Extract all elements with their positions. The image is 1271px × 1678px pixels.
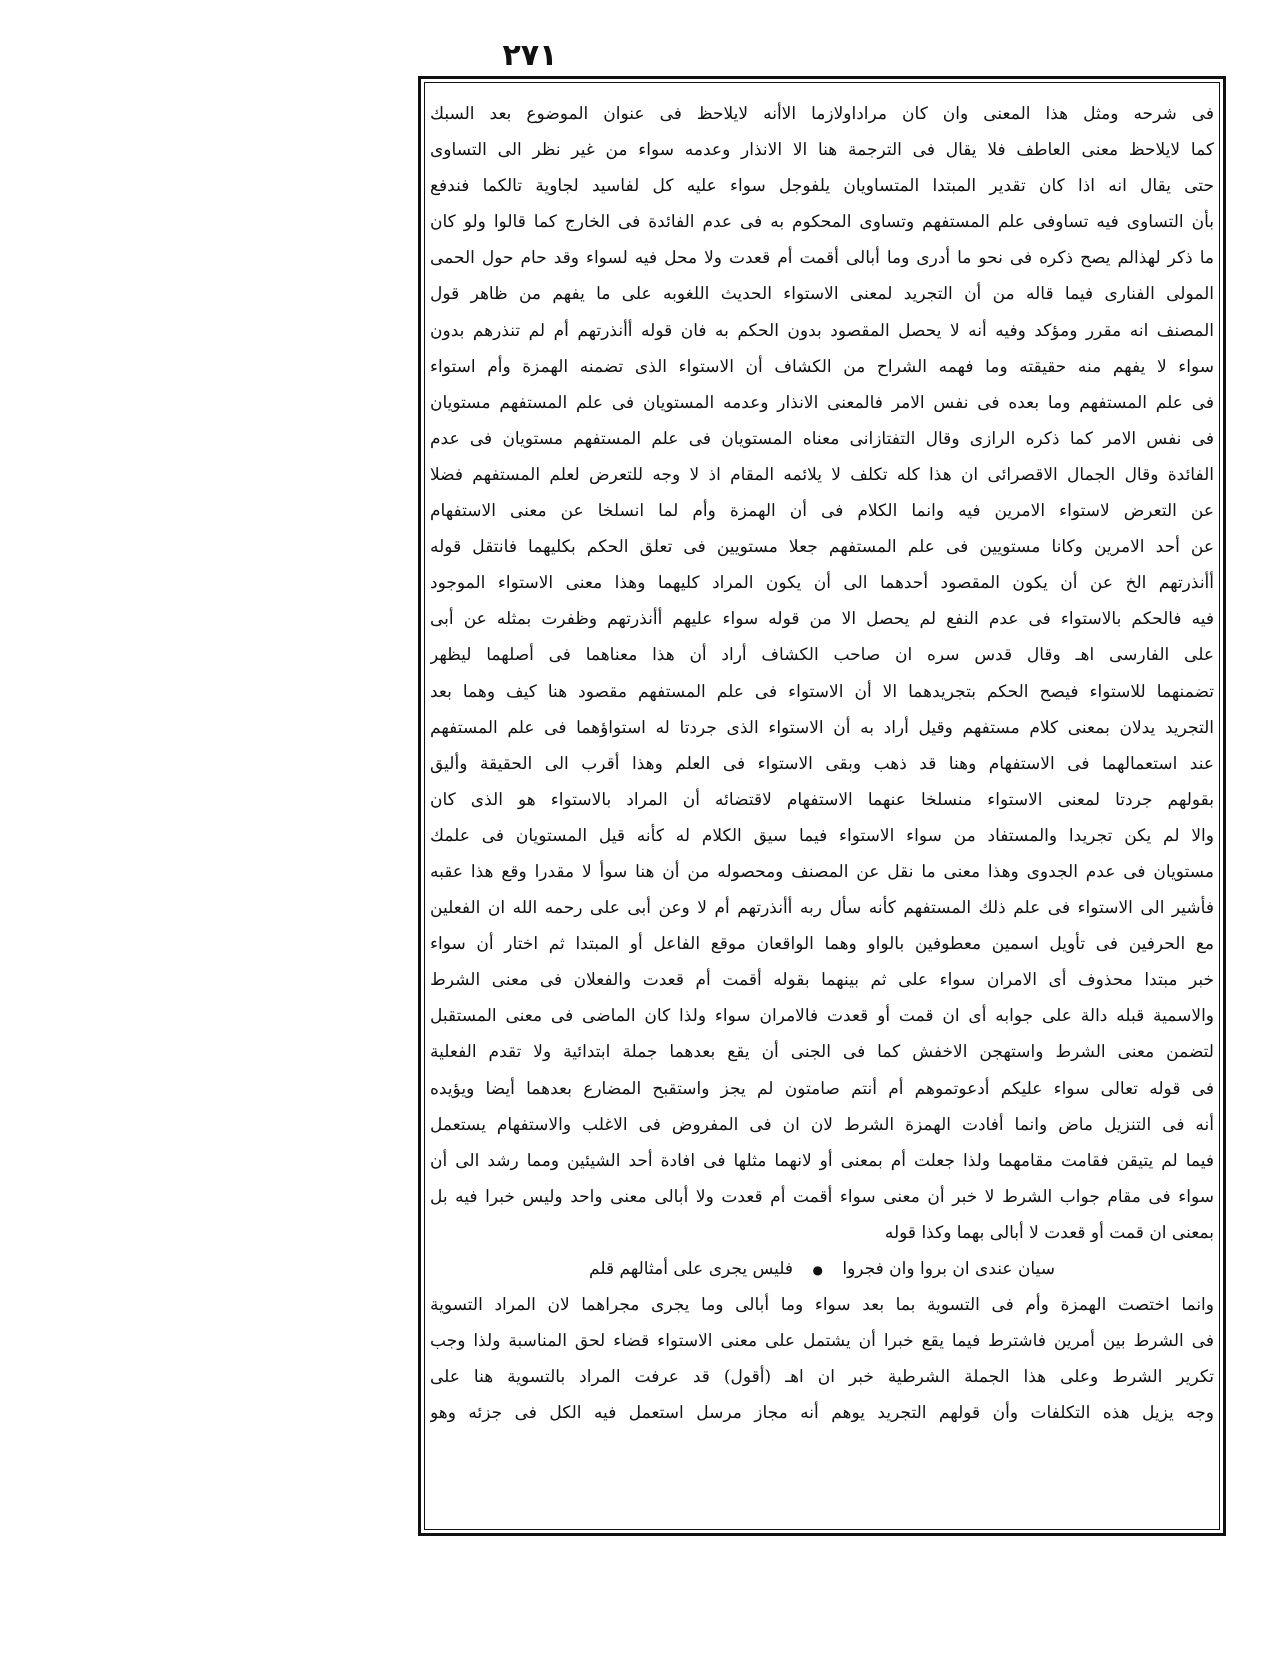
text-line: مع الحرفين فى تأويل اسمين معطوفين بالواو وهما الواقعان موقع الفاعل أو المبتدا ثم اختار أن سواء <box>430 934 1214 955</box>
text-line: والا لم يكن تجريدا والمستفاد من سواء الاستواء فيما سيق الكلام له كأنه قيل المستويان فى علمك <box>430 825 1214 846</box>
text-line: فيه فالحكم بالاستواء فى عدم النفع لم يحصل الا من قوله سواء عليهم أأنذرتهم وظفرت بمثله عن أبى <box>430 609 1214 630</box>
text-line: تضمنهما للاستواء فيصح الحكم بتجريدهما الا أن الاستواء فى علم المستفهم مقصود هنا كيف وهما بعد <box>430 681 1214 702</box>
text-line: حتى يقال انه اذا كان تقدير المبتدا المتساويان يلفوجل سواء عليه كل لفاسيد لجاوية تالكما فندفع <box>430 176 1214 197</box>
text-line: عند استعمالهما فى الاستفهام وهنا قد ذهب وبقى الاستواء فى العلم وهذا أقرب الى الحقيقة وأليق <box>430 753 1214 774</box>
text-line: بقولهم جردتا لمعنى الاستواء منسلخا عنهما الاستفهام لاقتضائه أن المراد بالاستواء هو الذى كان <box>430 789 1214 810</box>
text-line: كما لايلاحظ معنى العاطف فلا يقال فى الترجمة هنا الا الانذار وعدمه سواء من غير نظر الى التساوى <box>430 140 1214 161</box>
verse-separator-dot: ● <box>812 1263 823 1277</box>
text-line: أنه فى التنزيل ماض وانما أفادت الهمزة الشرط لان ان فى المفروض فى الاغلب والاستفهام يستعمل <box>430 1114 1214 1135</box>
text-line: وجه يزيل هذه التكلفات وأن قولهم التجريد يوهم أنه مجاز مرسل استعمل فيه الكل فى جزئه وهو <box>430 1403 1214 1424</box>
text-line: فى شرحه ومثل هذا المعنى وان كان مراداولازما الاأنه لايلاحظ فى عنوان الموضوع بعد السبك <box>430 104 1214 124</box>
text-line: مستويان فى عدم الجدوى وهذا معنى ما نقل عن المصنف ومحصوله من أن هنا سوأ لا مقدرا وقع هذا عقبه <box>430 861 1214 882</box>
text-line: تكرير الشرط وعلى هذا الجملة الشرطية خبر ان اهـ (أقول) قد عرفت المراد بالتسوية هنا على <box>430 1367 1214 1388</box>
text-line: بمعنى ان قمت أو قعدت لا أبالى بهما وكذا قوله <box>884 1222 1214 1243</box>
text-line: سواء فى مقام جواب الشرط لا خبر أن معنى سواء أقمت أم قعدت ولا أبالى معنى واحد وليس خبرا فيه بل <box>430 1186 1214 1207</box>
text-line: والاسمية قبله دالة على جوابه أى ان قمت أو قعدت فالامران سواء ولذا كان الماضى فى معنى المستقبل <box>430 1006 1214 1027</box>
page-number: ٢٧١ <box>502 38 558 73</box>
text-line: فى قوله تعالى سواء عليكم أدعوتموهم أم أنتم صامتون لم يجز واستقبح المضارع بعدهما أيضا ويؤيده <box>430 1078 1214 1099</box>
text-line: عن التعرض لاستواء الامرين فيه وانما الكلام فى أن الهمزة وأم لما انسلخا عن معنى الاستفهام <box>430 501 1214 522</box>
poetry-verse <box>430 1251 1214 1287</box>
text-line: بأن التساوى فيه تساوفى علم المستفهم وتساوى المحكوم به فى عدم الفائدة فى الخارج كما قالوا ولو كان <box>430 212 1214 233</box>
text-line: وانما اختصت الهمزة وأم فى التسوية بما بعد سواء وما أبالى وما يجرى مجراهما لان المراد التسوية <box>430 1295 1214 1316</box>
text-line: ما ذكر لهذالم يصح ذكره فى نحو ما أدرى وما أبالى أقمت أم قعدت ولا محل فيه لسواء وقد حام حول الحمى <box>430 248 1214 269</box>
text-line: فى نفس الامر كما ذكره الرازى وقال التفتازانى معناه المستويان فى علم المستفهم مستويان فى عدم <box>430 428 1214 449</box>
text-line: أأنذرتهم الخ عن أن يكون المقصود أحدهما الى أن يكون المراد كليهما وهذا معنى الاستواء الموجود <box>430 573 1214 594</box>
text-line: فى علم المستفهم وما بعده فى نفس الامر فالمعنى الانذار وعدمه المستويان فى علم المستفهم مستويان <box>430 392 1214 413</box>
text-line: على الفارسى اهـ وقال قدس سره ان صاحب الكشاف أراد أن هذا معناهما فى أصلهما ليظهر <box>430 645 1214 666</box>
text-line: فيما لم يتيقن فقامت مقامهما ولذا جعلت أم بمعنى أو لانهما مثلها فى افادة أحد الشيئين ومما رشد الى أن <box>430 1150 1214 1171</box>
text-line: التجريد يدلان بمعنى كلام مستفهم وقيل أراد به أن الاستواء الذى جردتا له استواؤهما فى علم المستفهم <box>430 717 1214 738</box>
text-line: فى الشرط بين أمرين فاشترط فيما يقع خبرا أن يشتمل على معنى الاستواء قضاء لحق المناسبة ولذا وجب <box>430 1331 1214 1352</box>
text-line: المولى الفنارى فيما قاله من أن التجريد لمعنى الاستواء الحديث اللغوبه على ما يفهم من ظاهر قول <box>430 284 1214 305</box>
text-line: المصنف انه مقرر ومؤكد وفيه أنه لا يحصل المقصود بدون الحكم به فان قوله أأنذرتهم أم لم تنذرهم بدون <box>430 320 1214 341</box>
text-line: خبر مبتدا محذوف أى الامران سواء على ثم بينهما بقوله أقمت أم قعدت والفعلان فى معنى الشرط <box>430 970 1214 991</box>
text-line: سواء لا يفهم منه حقيقته وما فهمه الشراح من الكشاف أن الاستواء الذى تضمنه الهمزة وأم استواء <box>430 356 1214 377</box>
text-line: فأشير الى الاستواء فى علم ذلك المستفهم كأنه سأل ربه أأنذرتهم أم لا وعن أبى على رحمه الله ان الفعلين <box>430 898 1214 919</box>
text-line: الفائدة وقال الجمال الاقصرائى ان هذا كله تكلف لا يلائمه المقام اذ لا وجه للتعرض لعلم المستفهم فضلا <box>430 464 1214 485</box>
text-line: عن أحد الامرين وكانا مستويين فى علم المستفهم جعلا مستويين فى تعلق الحكم بكليهما فانتقل قوله <box>430 537 1214 558</box>
text-line: لتضمن معنى الشرط واستهجن الاخفش كما فى الجنى أن يقع بعدهما جملة ابتدائية ولا تقدم الفعلية <box>430 1042 1214 1063</box>
main-text-block <box>430 96 1214 1526</box>
verse-hemistich-first: سيان عندى ان بروا وان فجروا <box>842 1259 1055 1279</box>
verse-hemistich-second: فليس يجرى على أمثالهم قلم <box>589 1259 794 1279</box>
